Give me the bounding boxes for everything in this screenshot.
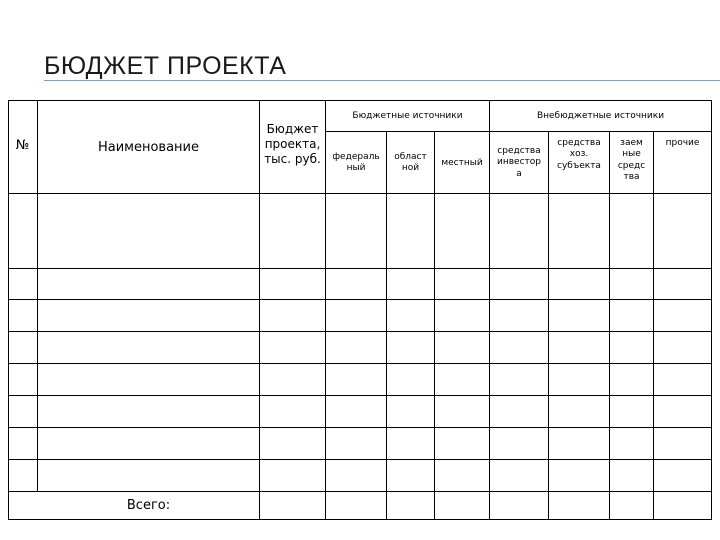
header-bottom-rule: [8, 193, 712, 194]
col-rule: [37, 100, 38, 491]
row-rule: [8, 363, 712, 364]
table-border-bottom: [8, 519, 712, 520]
table-border-right: [711, 100, 712, 520]
header-budget: [260, 122, 325, 167]
row-rule: [8, 268, 712, 269]
header-federal-line2: ный: [346, 163, 366, 174]
row-rule: [8, 491, 712, 492]
header-loan-line4: тва: [623, 171, 640, 182]
header-name: Наименование: [97, 140, 200, 155]
header-loan: [610, 138, 653, 183]
header-budget-line1: Бюджет: [266, 122, 319, 136]
header-local: местный: [441, 158, 483, 168]
header-other: прочие: [665, 138, 700, 148]
col-rule: [434, 131, 435, 520]
col-rule: [386, 131, 387, 520]
header-loan-line1: заем: [620, 138, 643, 148]
header-investor-line1: средства: [497, 146, 541, 156]
row-rule: [8, 427, 712, 428]
row-rule: [8, 331, 712, 332]
header-regional-line1: област: [394, 152, 427, 162]
header-federal-line1: федераль: [332, 152, 380, 162]
header-entity-line1: средства: [557, 138, 601, 148]
page-title: БЮДЖЕТ ПРОЕКТА: [44, 52, 287, 80]
header-entity-line2: хоз.: [569, 149, 589, 160]
header-investor: [490, 146, 548, 180]
header-number: №: [15, 138, 30, 153]
col-rule: [548, 131, 549, 520]
header-entity-line3: субъекта: [557, 160, 601, 171]
header-federal: [326, 152, 386, 175]
header-loan-line2: ные: [622, 149, 641, 160]
header-regional: [387, 152, 434, 175]
row-rule: [8, 459, 712, 460]
table-border-left: [8, 100, 9, 520]
header-budget-line2: проекта,: [264, 137, 321, 151]
header-investor-line2: инвестор: [497, 157, 541, 168]
header-entity: [549, 138, 609, 172]
total-label: Всего:: [126, 498, 171, 513]
col-rule: [609, 131, 610, 520]
row-rule: [8, 299, 712, 300]
header-investor-line3: а: [516, 168, 522, 179]
row-rule: [8, 395, 712, 396]
header-regional-line2: ной: [401, 163, 420, 174]
table-border-top: [8, 100, 712, 101]
header-budget-line3: тыс. руб.: [264, 152, 321, 166]
header-extrabudget-sources: Внебюджетные источники: [536, 111, 665, 121]
col-rule: [653, 131, 654, 520]
header-loan-line3: средс: [617, 160, 646, 171]
header-budget-sources: Бюджетные источники: [352, 111, 463, 121]
